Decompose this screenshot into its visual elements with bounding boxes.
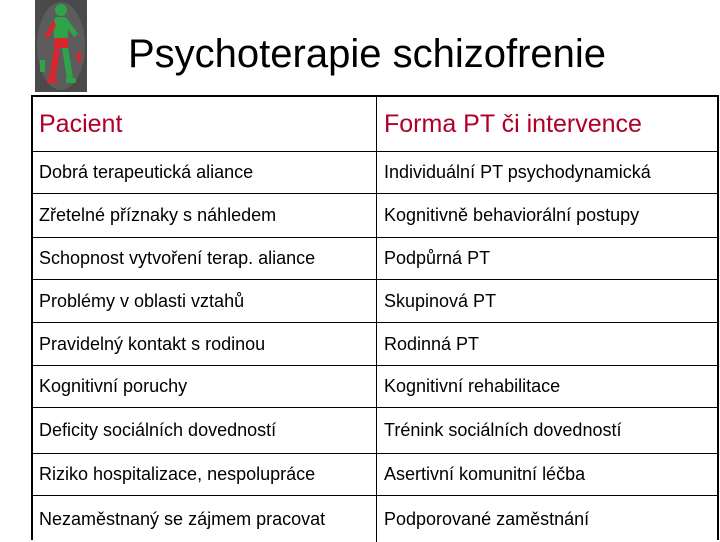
patient-cell: Schopnost vytvoření terap. aliance — [33, 238, 377, 279]
intervention-cell: Individuální PT psychodynamická — [384, 162, 651, 182]
column-header-intervention: Forma PT či intervence — [384, 109, 642, 138]
column-header-patient: Pacient — [33, 97, 377, 151]
patient-cell: Zřetelné příznaky s náhledem — [33, 194, 377, 237]
table-row — [33, 152, 717, 194]
patient-cell: Pravidelný kontakt s rodinou — [33, 323, 377, 365]
intervention-cell: Kognitivní rehabilitace — [384, 376, 561, 396]
human-figure-logo-icon — [35, 0, 87, 92]
patient-cell: Problémy v oblasti vztahů — [33, 280, 377, 322]
intervention-cell: Rodinná PT — [384, 333, 480, 354]
intervention-cell: Kognitivně behaviorální postupy — [384, 205, 640, 225]
intervention-cell: Skupinová PT — [384, 290, 497, 311]
patient-cell: Deficity sociálních dovedností — [33, 408, 377, 453]
patient-cell: Dobrá terapeutická aliance — [33, 152, 377, 193]
table-row — [33, 496, 717, 542]
table-row — [33, 454, 717, 496]
intervention-cell: Trénink sociálních dovedností — [384, 420, 622, 440]
page-title: Psychoterapie schizofrenie — [128, 32, 607, 76]
table-row — [33, 194, 717, 238]
table-row — [33, 280, 717, 323]
intervention-cell: Asertivní komunitní léčba — [384, 464, 586, 484]
table-row — [33, 366, 717, 408]
table-row — [33, 238, 717, 280]
patient-cell: Nezaměstnaný se zájmem pracovat — [33, 496, 377, 542]
patient-cell: Riziko hospitalizace, nespolupráce — [33, 454, 377, 495]
patient-cell: Kognitivní poruchy — [33, 366, 377, 407]
human-figure-logo-graphic — [35, 0, 87, 92]
table-header-row — [33, 97, 717, 152]
table-row — [33, 408, 717, 454]
table-row — [33, 323, 717, 366]
intervention-cell: Podporované zaměstnání — [384, 508, 590, 529]
intervention-cell: Podpůrná PT — [384, 248, 491, 268]
therapy-table — [31, 95, 719, 540]
